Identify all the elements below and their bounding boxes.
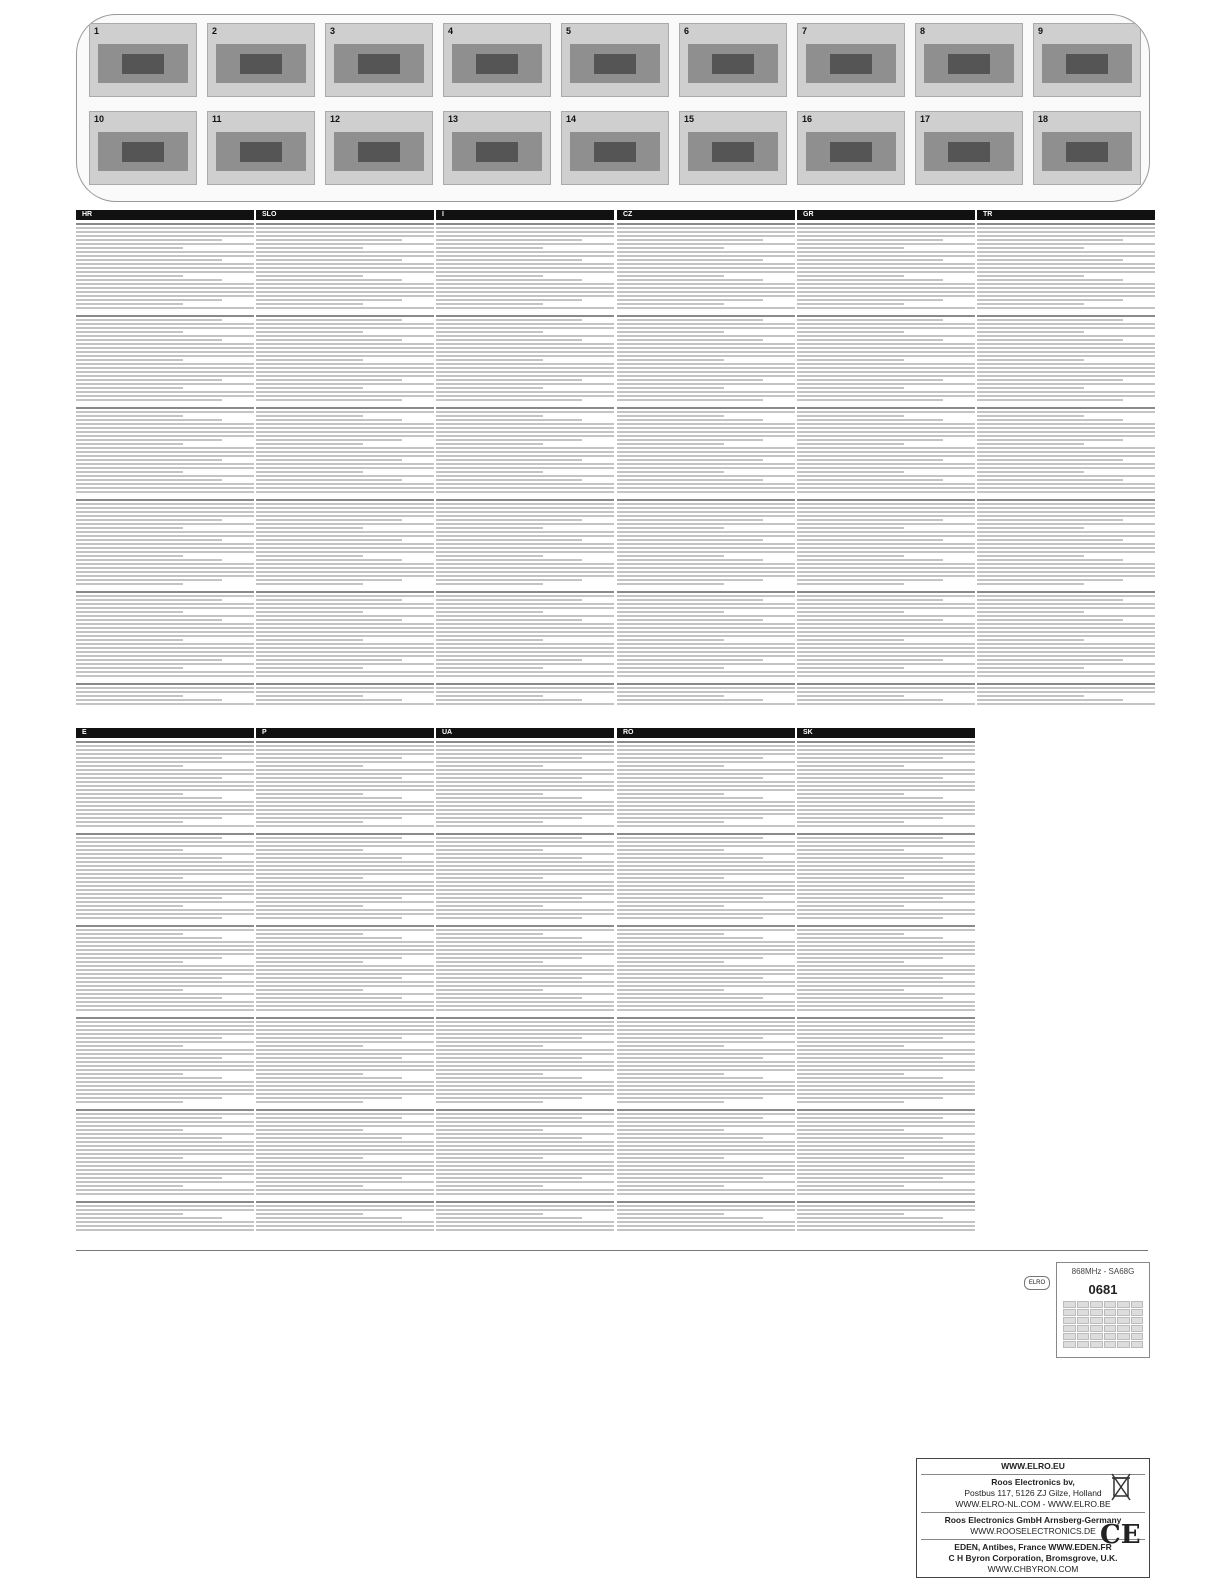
- grid-cell: [1077, 1333, 1090, 1340]
- grid-cell: [1090, 1309, 1103, 1316]
- figure-device: [358, 142, 400, 162]
- figure-15: [679, 111, 787, 185]
- label-model: 868MHz - SA68G: [1071, 1267, 1135, 1276]
- grid-cell: [1077, 1317, 1090, 1324]
- grid-cell: [1117, 1333, 1130, 1340]
- language-column-sk: [797, 728, 975, 1236]
- figure-device: [1066, 142, 1108, 162]
- grid-cell: [1131, 1309, 1144, 1316]
- grid-cell: [1063, 1317, 1076, 1324]
- instruction-text: [76, 223, 254, 705]
- brand-logo: ELRO: [1024, 1276, 1050, 1290]
- figure-device: [830, 142, 872, 162]
- figure-number: 1: [94, 26, 100, 36]
- grid-cell: [1063, 1309, 1076, 1316]
- grid-cell: [1077, 1301, 1090, 1308]
- figure-number: 8: [920, 26, 926, 36]
- figure-strip: [76, 14, 1150, 202]
- figure-16: [797, 111, 905, 185]
- figure-6: [679, 23, 787, 97]
- grid-cell: [1077, 1325, 1090, 1332]
- company-name: EDEN, Antibes, France WWW.EDEN.FR: [954, 1542, 1112, 1552]
- language-column-p: [256, 728, 434, 1236]
- figure-11: [207, 111, 315, 185]
- figure-10: [89, 111, 197, 185]
- web-link[interactable]: WWW.CHBYRON.COM: [987, 1564, 1079, 1574]
- figure-3: [325, 23, 433, 97]
- figure-number: 13: [448, 114, 459, 124]
- grid-cell: [1077, 1309, 1090, 1316]
- language-column-ro: [617, 728, 795, 1236]
- figure-8: [915, 23, 1023, 97]
- language-column-ua: [436, 728, 614, 1236]
- grid-cell: [1090, 1333, 1103, 1340]
- figure-5: [561, 23, 669, 97]
- language-tab: TR: [977, 210, 1155, 220]
- web-link[interactable]: WWW.ELRO.EU: [1001, 1461, 1065, 1471]
- grid-cell: [1104, 1309, 1117, 1316]
- figure-number: 6: [684, 26, 690, 36]
- grid-cell: [1117, 1325, 1130, 1332]
- instruction-text: [436, 741, 614, 1231]
- figure-number: 11: [212, 114, 222, 124]
- grid-cell: [1131, 1333, 1144, 1340]
- company-name: Roos Electronics bv,: [991, 1477, 1075, 1487]
- language-tab: RO: [617, 728, 795, 738]
- figure-number: 17: [920, 114, 931, 124]
- figure-number: 18: [1038, 114, 1049, 124]
- figure-device: [712, 54, 754, 74]
- language-column-e: [76, 728, 254, 1236]
- figure-13: [443, 111, 551, 185]
- grid-cell: [1063, 1301, 1076, 1308]
- figure-device: [122, 54, 164, 74]
- grid-cell: [1090, 1341, 1103, 1348]
- language-column-i: [436, 210, 614, 710]
- grid-cell: [1117, 1301, 1130, 1308]
- language-column-tr: [977, 210, 1155, 710]
- instruction-text: [797, 741, 975, 1231]
- figure-number: 12: [330, 114, 341, 124]
- language-column-hr: [76, 210, 254, 710]
- grid-cell: [1131, 1325, 1144, 1332]
- grid-cell: [1090, 1301, 1103, 1308]
- language-tab: I: [436, 210, 614, 220]
- weee-bin-icon: [1110, 1472, 1132, 1502]
- instruction-text: [797, 223, 975, 705]
- grid-cell: [1131, 1341, 1144, 1348]
- grid-cell: [1104, 1333, 1117, 1340]
- figure-9: [1033, 23, 1141, 97]
- label-code: 0681: [1088, 1282, 1118, 1297]
- figure-14: [561, 111, 669, 185]
- figure-device: [240, 54, 282, 74]
- instruction-text: [256, 223, 434, 705]
- figure-4: [443, 23, 551, 97]
- figure-device: [594, 54, 636, 74]
- grid-cell: [1063, 1325, 1076, 1332]
- grid-cell: [1104, 1341, 1117, 1348]
- figure-device: [948, 54, 990, 74]
- company-name: C H Byron Corporation, Bromsgrove, U.K.: [948, 1553, 1118, 1563]
- figure-device: [122, 142, 164, 162]
- company-name: Roos Electronics GmbH Arnsberg-Germany: [944, 1515, 1122, 1525]
- web-link[interactable]: WWW.ELRO-NL.COM - WWW.ELRO.BE: [955, 1499, 1111, 1509]
- grid-cell: [1131, 1301, 1144, 1308]
- language-tab: SK: [797, 728, 975, 738]
- grid-cell: [1077, 1341, 1090, 1348]
- figure-12: [325, 111, 433, 185]
- figure-7: [797, 23, 905, 97]
- language-tab: CZ: [617, 210, 795, 220]
- figure-number: 9: [1038, 26, 1044, 36]
- grid-cell: [1117, 1309, 1130, 1316]
- figure-device: [1066, 54, 1108, 74]
- company-address: Postbus 117, 5126 ZJ Gilze, Holland: [964, 1488, 1102, 1498]
- figure-number: 16: [802, 114, 813, 124]
- separator-line: [76, 1250, 1148, 1251]
- label-country-grid: [1063, 1301, 1143, 1348]
- ce-mark: CE: [1100, 1520, 1141, 1550]
- language-column-cz: [617, 210, 795, 710]
- instruction-text: [617, 223, 795, 705]
- language-column-slo: [256, 210, 434, 710]
- instruction-text: [256, 741, 434, 1231]
- grid-cell: [1063, 1341, 1076, 1348]
- language-tab: E: [76, 728, 254, 738]
- figure-device: [240, 142, 282, 162]
- language-tab: SLO: [256, 210, 434, 220]
- figure-number: 7: [802, 26, 808, 36]
- grid-cell: [1104, 1301, 1117, 1308]
- instruction-text: [76, 741, 254, 1231]
- figure-1: [89, 23, 197, 97]
- instruction-text: [977, 223, 1155, 705]
- grid-cell: [1117, 1341, 1130, 1348]
- grid-cell: [1063, 1333, 1076, 1340]
- grid-cell: [1117, 1317, 1130, 1324]
- grid-cell: [1090, 1325, 1103, 1332]
- figure-17: [915, 111, 1023, 185]
- figure-number: 2: [212, 26, 218, 36]
- figure-device: [712, 142, 754, 162]
- figure-device: [948, 142, 990, 162]
- figure-number: 4: [448, 26, 454, 36]
- figure-number: 5: [566, 26, 572, 36]
- figure-device: [358, 54, 400, 74]
- instruction-text: [617, 741, 795, 1231]
- figure-device: [830, 54, 872, 74]
- language-tab: HR: [76, 210, 254, 220]
- language-column-gr: [797, 210, 975, 710]
- figure-number: 3: [330, 26, 336, 36]
- language-tab: GR: [797, 210, 975, 220]
- figure-number: 10: [94, 114, 105, 124]
- figure-device: [476, 54, 518, 74]
- figure-number: 14: [566, 114, 577, 124]
- figure-18: [1033, 111, 1141, 185]
- grid-cell: [1090, 1317, 1103, 1324]
- language-tab: UA: [436, 728, 614, 738]
- grid-cell: [1131, 1317, 1144, 1324]
- figure-2: [207, 23, 315, 97]
- grid-cell: [1104, 1325, 1117, 1332]
- language-tab: P: [256, 728, 434, 738]
- grid-cell: [1104, 1317, 1117, 1324]
- figure-device: [476, 142, 518, 162]
- figure-number: 15: [684, 114, 695, 124]
- web-link[interactable]: WWW.ROOSELECTRONICS.DE: [970, 1526, 1096, 1536]
- product-label: [1056, 1262, 1150, 1358]
- instruction-text: [436, 223, 614, 705]
- figure-device: [594, 142, 636, 162]
